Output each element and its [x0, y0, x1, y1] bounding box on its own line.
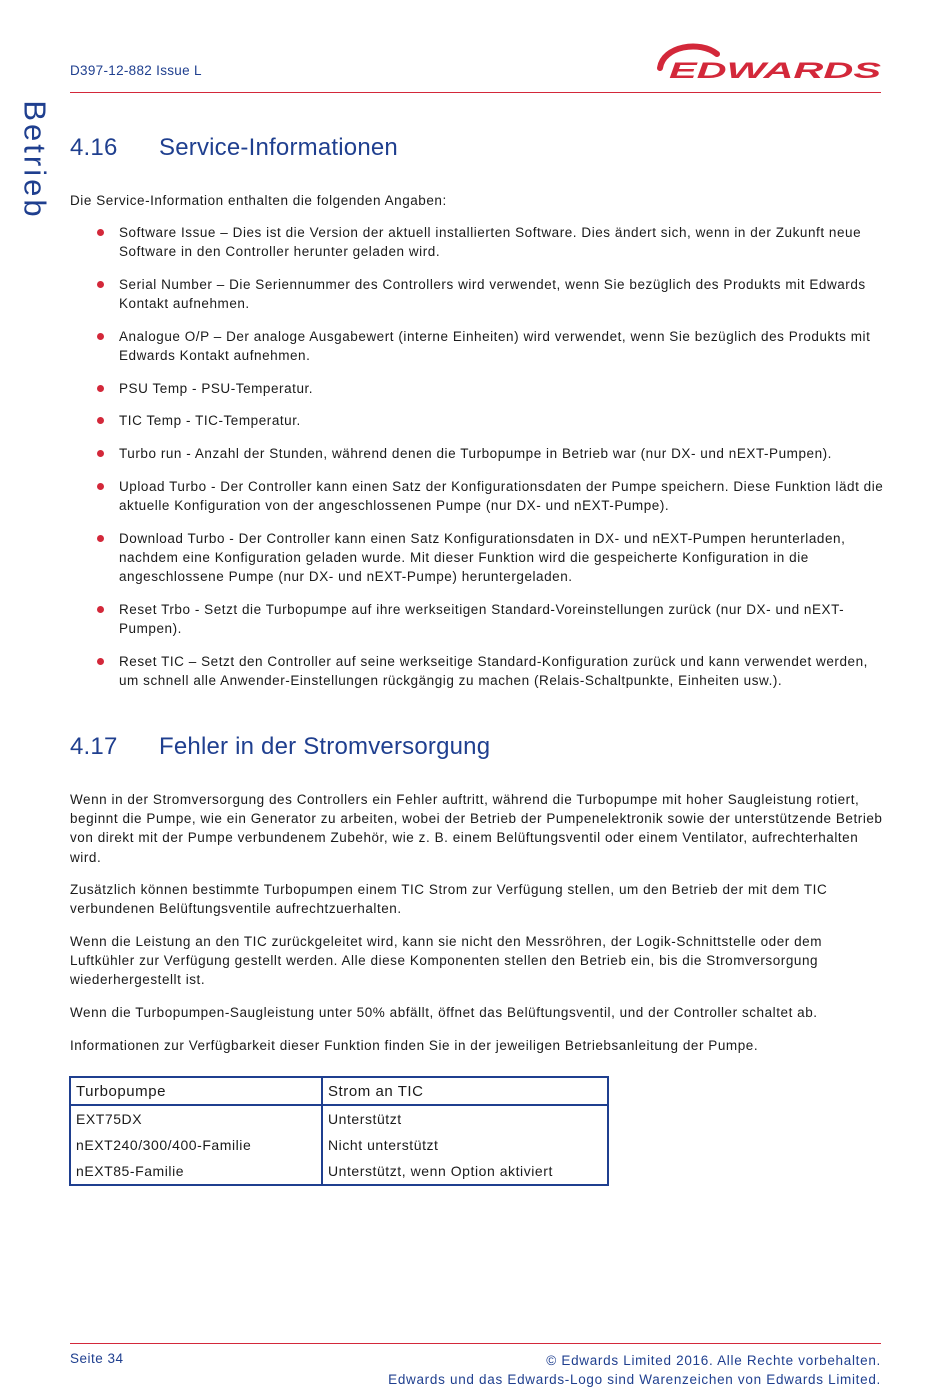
- list-item-text: Reset Trbo - Setzt die Turbopumpe auf ihre werkseitigen Standard-Voreinstellungen zurück (nur DX- und nEXT-Pumpen).: [119, 601, 845, 637]
- table-cell: nEXT85-Familie: [70, 1158, 322, 1185]
- bullet-dot: [97, 229, 104, 236]
- bullet-dot: [97, 450, 104, 457]
- section-number: 4.16: [70, 134, 118, 161]
- table-row: [70, 1132, 608, 1158]
- footer-legal: [388, 1351, 881, 1389]
- body-paragraph: Wenn in der Stromversorgung des Controllers ein Fehler auftritt, während die Turbopumpe mit hoher Saugleistung rotiert, beginnt die Pumpe, wie ein Generator zu arbeiten, wobei der Betrieb der Pumpenelektronik sowie der unterstützende Betrieb von direkt mit der Pumpe verbundenem Zubehör, wie z. B. einem Belüftungsventil oder einem Ventilator, aufrechterhalten wird.: [70, 792, 883, 865]
- list-item: [70, 652, 885, 690]
- list-item-text: Software Issue – Dies ist die Version der aktuell installierten Software. Dies ändert sich, wenn in der Zukunft neue Software in den Controller herunter geladen wird.: [119, 225, 862, 260]
- side-tab: [12, 90, 58, 230]
- bullet-dot: [97, 606, 104, 613]
- bullet-dot: [97, 333, 104, 340]
- list-item: [70, 275, 885, 313]
- table-header-row: [70, 1077, 608, 1105]
- svg-text:EDWARDS: EDWARDS: [669, 58, 882, 83]
- header-divider: [70, 92, 881, 93]
- intro-paragraph: Die Service-Information enthalten die folgenden Angaben:: [70, 193, 447, 208]
- service-info-list: [70, 223, 885, 704]
- table-row: [70, 1158, 608, 1185]
- column-header: Strom an TIC: [322, 1077, 608, 1105]
- bullet-dot: [97, 483, 104, 490]
- power-table: [69, 1076, 609, 1186]
- list-item-text: Serial Number – Die Seriennummer des Controllers wird verwendet, wenn Sie bezüglich des Produkts mit Edwards Kontakt aufnehmen.: [119, 276, 866, 312]
- edwards-logo: [655, 40, 885, 86]
- list-item: [70, 529, 885, 587]
- section-title: Service-Informationen: [159, 134, 398, 161]
- bullet-dot: [97, 281, 104, 288]
- list-item: [70, 477, 885, 515]
- list-item: [70, 444, 885, 463]
- section-title: Fehler in der Stromversorgung: [159, 733, 491, 760]
- list-item: [70, 223, 885, 261]
- bullet-dot: [97, 658, 104, 665]
- column-header: Turbopumpe: [70, 1077, 322, 1105]
- list-item: [70, 411, 885, 430]
- list-item-text: Analogue O/P – Der analoge Ausgabewert (interne Einheiten) wird verwendet, wenn Sie bezüglich des Produkts mit Edwards Kontakt aufnehmen.: [119, 328, 871, 364]
- table-cell: Nicht unterstützt: [328, 1137, 439, 1153]
- list-item-text: Upload Turbo - Der Controller kann einen Satz der Konfigurationsdaten der Pumpe speichern. Diese Funktion lädt die aktuelle Konfiguration von der angeschlossenen Pumpe (nur DX- und nEXT-Pumpe).: [119, 478, 884, 514]
- list-item-text: PSU Temp - PSU-Temperatur.: [119, 380, 314, 396]
- bullet-dot: [97, 417, 104, 424]
- side-tab-label: Betrieb: [18, 100, 54, 220]
- list-item: [70, 379, 885, 398]
- table-row: [70, 1105, 608, 1132]
- document-id: D397-12-882 Issue L: [70, 63, 202, 78]
- table-cell: nEXT240/300/400-Familie: [70, 1132, 322, 1158]
- bullet-dot: [97, 535, 104, 542]
- body-paragraph: Wenn die Turbopumpen-Saugleistung unter 50% abfällt, öffnet das Belüftungsventil, und der Controller schaltet ab.: [70, 1005, 818, 1020]
- body-paragraph: Zusätzlich können bestimmte Turbopumpen einem TIC Strom zur Verfügung stellen, um den Betrieb der mit dem TIC verbundenen Belüftungsventile aufrechtzuerhalten.: [70, 882, 828, 917]
- table-cell: Unterstützt, wenn Option aktiviert: [328, 1163, 553, 1179]
- list-item-text: Turbo run - Anzahl der Stunden, während denen die Turbopumpe in Betrieb war (nur DX- und nEXT-Pumpen).: [119, 446, 832, 462]
- section-heading-4-16: [70, 134, 398, 162]
- list-item: [70, 327, 885, 365]
- section-number: 4.17: [70, 733, 118, 760]
- section-heading-4-17: [70, 733, 490, 761]
- body-paragraph: Wenn die Leistung an den TIC zurückgeleitet wird, kann sie nicht den Messröhren, der Logik-Schnittstelle oder dem Luftkühler zur Verfügung gestellt werden. Alle diese Komponenten stellen den Betrieb ein, bis die Stromversorgung wiederhergestellt ist.: [70, 934, 823, 988]
- page-number: Seite 34: [70, 1351, 124, 1366]
- list-item-text: Reset TIC – Setzt den Controller auf seine werkseitige Standard-Konfiguration zurück und kann verwendet werden, um schnell alle Anwender-Einstellungen rückgängig zu machen (Relais-Schaltpunkte, Einheiten usw.).: [119, 653, 868, 688]
- footer-divider: [70, 1343, 881, 1344]
- bullet-dot: [97, 385, 104, 392]
- trademark-text: Edwards und das Edwards-Logo sind Warenzeichen von Edwards Limited.: [388, 1372, 881, 1387]
- list-item-text: Download Turbo - Der Controller kann einen Satz Konfigurationsdaten in DX- und nEXT-Pumpen herunterladen, nachdem eine Konfiguration geladen wurde. Mit dieser Funktion wird die gespeicherte Konfiguration in die angeschlossene Pumpe (nur DX- und nEXT-Pumpe) heruntergeladen.: [119, 530, 846, 585]
- list-item-text: TIC Temp - TIC-Temperatur.: [119, 413, 301, 429]
- body-paragraph: Informationen zur Verfügbarkeit dieser Funktion finden Sie in der jeweiligen Betriebsanleitung der Pumpe.: [70, 1038, 759, 1053]
- table-cell: Unterstützt: [328, 1111, 402, 1127]
- table-cell: EXT75DX: [70, 1105, 322, 1132]
- list-item: [70, 600, 885, 638]
- copyright-text: © Edwards Limited 2016. Alle Rechte vorbehalten.: [546, 1353, 881, 1368]
